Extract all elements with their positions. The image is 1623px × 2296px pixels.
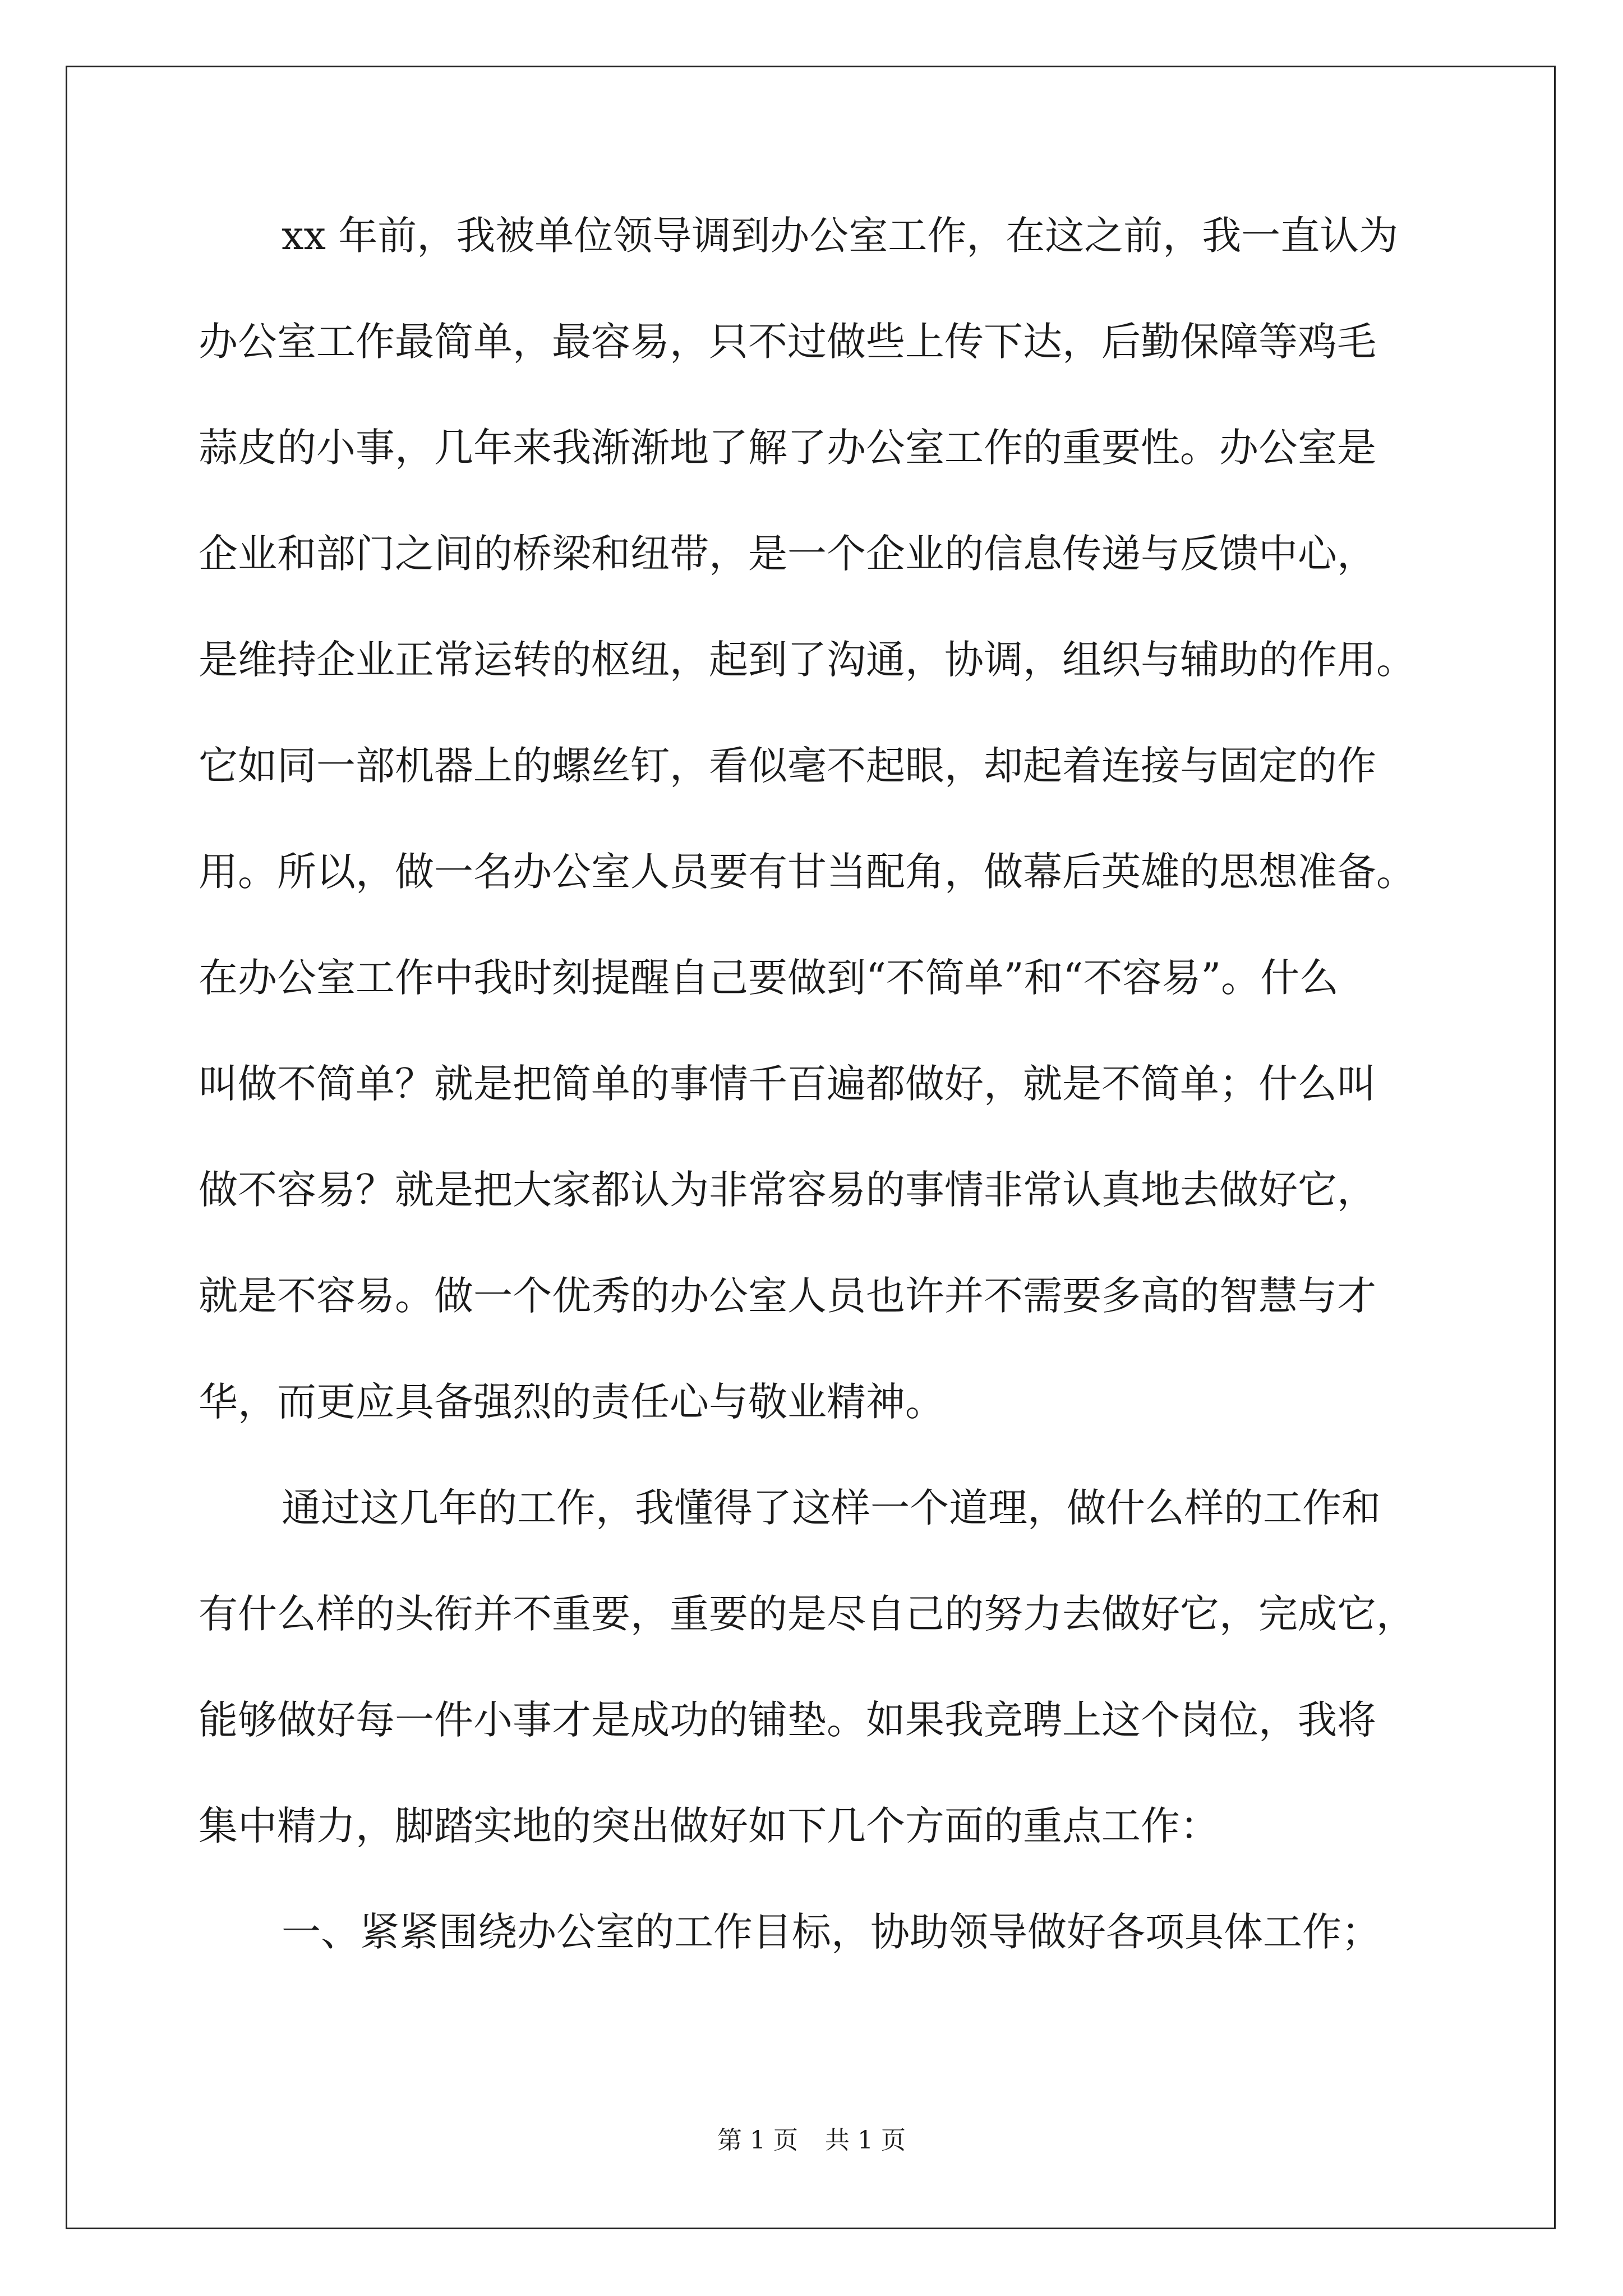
paragraph-line: 蒜皮的小事，几年来我渐渐地了解了办公室工作的重要性。办公室是 <box>199 425 1376 471</box>
paragraph-1 <box>199 213 1449 1488</box>
paragraph-line: 企业和部门之间的桥梁和纽带，是一个企业的信息传递与反馈中心， <box>199 531 1376 577</box>
paragraph-line: 华，而更应具备强烈的责任心与敬业精神。 <box>199 1379 944 1425</box>
paragraph-line: 用。所以，做一名办公室人员要有甘当配角，做幕后英雄的思想准备。 <box>199 849 1415 895</box>
page-number-total: 共 1 页 <box>825 2126 906 2155</box>
paragraph-line: 它如同一部机器上的螺丝钉，看似毫不起眼，却起着连接与固定的作 <box>199 743 1376 789</box>
paragraph-line: 能够做好每一件小事才是成功的铺垫。如果我竞聘上这个岗位，我将 <box>199 1697 1376 1743</box>
paragraph-line: xx 年前，我被单位领导调到办公室工作，在这之前，我一直认为 <box>282 213 1399 259</box>
paragraph-line: 办公室工作最简单，最容易，只不过做些上传下达，后勤保障等鸡毛 <box>199 319 1376 365</box>
paragraph-3 <box>199 1909 1449 2018</box>
paragraph-line: 集中精力，脚踏实地的突出做好如下几个方面的重点工作： <box>199 1803 1219 1849</box>
paragraph-line: 就是不容易。做一个优秀的办公室人员也许并不需要多高的智慧与才 <box>199 1273 1376 1319</box>
page-footer <box>0 2128 1623 2153</box>
paragraph-line: 做不容易？就是把大家都认为非常容易的事情非常认真地去做好它， <box>199 1167 1376 1213</box>
page-number-current: 第 1 页 <box>717 2126 798 2155</box>
paragraph-line: 叫做不简单？就是把简单的事情千百遍都做好，就是不简单；什么叫 <box>199 1061 1376 1107</box>
paragraph-line: 一、紧紧围绕办公室的工作目标，协助领导做好各项具体工作； <box>282 1909 1381 1955</box>
paragraph-line: 有什么样的头衔并不重要，重要的是尽自己的努力去做好它，完成它， <box>199 1591 1415 1637</box>
paragraph-line: 在办公室工作中我时刻提醒自己要做到“不简单”和“不容易”。什么 <box>199 955 1339 1001</box>
paragraph-2 <box>199 1485 1449 1912</box>
paragraph-line: 通过这几年的工作，我懂得了这样一个道理，做什么样的工作和 <box>282 1485 1381 1531</box>
document-body <box>199 213 1449 2018</box>
paragraph-line: 是维持企业正常运转的枢纽，起到了沟通，协调，组织与辅助的作用。 <box>199 637 1415 683</box>
